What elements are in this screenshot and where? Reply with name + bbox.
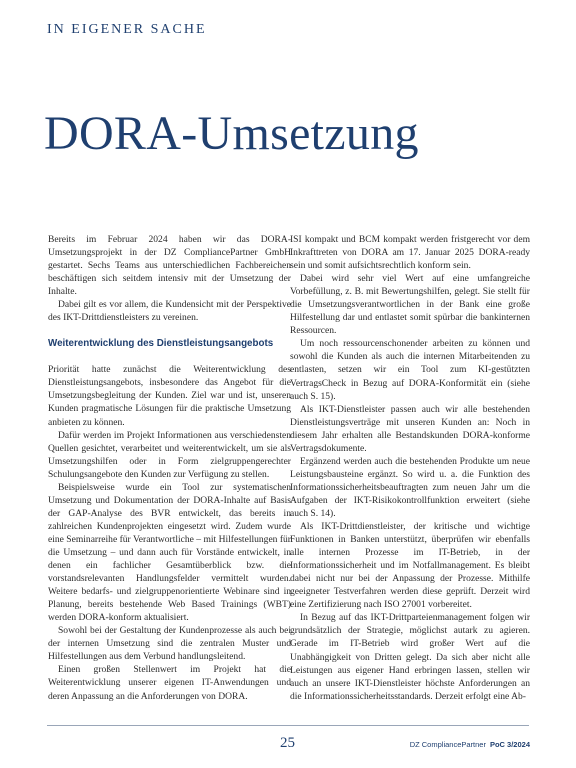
paragraph: Bereits im Februar 2024 haben wir das DORA-Umsetzungsprojekt in der DZ CompliancePartner GmbH gestartet. Sechs Teams aus unterschiedlichen Fachbereichen beschäftigen sich seitdem intensiv mit der Umsetzung der Inhalte. bbox=[48, 234, 291, 298]
paragraph: Als IKT-Dienstleister passen auch wir alle bestehenden Dienstleistungsverträge mit unseren Kunden an: Noch in diesem Jahr erhalten alle Bestandskunden DORA-konforme Vertragsdokumente. bbox=[290, 403, 530, 454]
paragraph: Priorität hatte zunächst die Weiterentwicklung des Dienstleistungsangebots, insbesondere das Angebot für die Umsetzungsbegleitung der Kunden. Ziel war und ist, unseren Kunden pragmatische Lösungen für die praktische Umsetzung anbieten zu können. bbox=[48, 364, 291, 428]
page-number: 25 bbox=[280, 735, 295, 751]
paragraph: Sowohl bei der Gestaltung der Kundenprozesse als auch bei der internen Umsetzung sind die zentralen Muster und Hilfestellungen aus dem Verbund handlungsleitend. bbox=[48, 625, 291, 663]
paragraph: Einen großen Stellenwert im Projekt hat die Weiterentwicklung unserer eigenen IT-Anwendungen und deren Anpassung an die Anforderungen von DORA. bbox=[48, 664, 291, 702]
left-column bbox=[48, 233, 291, 703]
publisher-name: DZ CompliancePartner bbox=[409, 740, 486, 749]
paragraph: Ergänzend werden auch die bestehenden Produkte um neue Leistungsbausteine ergänzt. So wird u. a. die Funktion des Informationssicherheitsbeauftragten zum neuen Jahr um die Aufgaben der IKT-Risikokontrollfunktion erweitert (siehe auch S. 14). bbox=[290, 455, 530, 519]
paragraph: In Bezug auf das IKT-Drittparteienmanagement folgen wir grundsätzlich der Strategie, möglichst autark zu agieren. Gerade im IT-Betrieb wird großer Wert auf die Unabhängigkeit von Dritten gelegt. Da sich aber nicht alle Leistungen aus eigener Hand erbringen lassen, stellen wir auch an unsere IKT-Dienstleister höchste Anforderungen an die Informationssicherheitsstandards. Derzeit erfolgt eine Ab- bbox=[290, 612, 530, 702]
publication-info bbox=[410, 740, 530, 749]
section-kicker: IN EIGENER SACHE bbox=[47, 22, 207, 37]
paragraph: Dabei wird sehr viel Wert auf eine umfangreiche Vorbefüllung, z. B. mit Bewertungshilfen, gelegt. Sie stellt für die Umsetzungsverantwortlichen in der Bank eine große Hilfestellung dar und entlastet somit spürbar die bankinternen Ressourcen. bbox=[290, 273, 530, 337]
paragraph: ISI kompakt und BCM kompakt werden fristgerecht vor dem Inkrafttreten von DORA am 17. Januar 2025 DORA-ready sein und somit aufsichtsrechtlich konform sein. bbox=[290, 234, 530, 272]
section-heading: Weiterentwicklung des Dienstleistungsangebots bbox=[48, 338, 274, 350]
paragraph: Um noch ressourcenschonender arbeiten zu können und sowohl die Kunden als auch die internen Mitarbeitenden zu entlasten, setzen wir ein Tool zum KI-gestützten VertragsCheck in Bezug auf DORA-Konformität ein (siehe auch S. 15). bbox=[290, 338, 530, 402]
paragraph: Dafür werden im Projekt Informationen aus verschiedensten Quellen gesichtet, verarbeitet und weiterentwickelt, um sie als Umsetzungshilfen oder in Form zielgruppengerechter Schulungsangebote den Kunden zur Verfügung zu stellen. bbox=[48, 429, 291, 480]
footer-divider bbox=[47, 725, 529, 726]
paragraph: Als IKT-Drittdienstleister, der kritische und wichtige Funktionen in Banken unterstützt, überprüfen wir ebenfalls alle internen Prozesse im IT-Betrieb, in der Informationssicherheit und im Notfallmanagement. Es bleibt dabei nicht nur bei der Anpassung der Prozesse. Mithilfe geeigneter Testverfahren werden diese geprüft. Derzeit wird eine Zertifizierung nach ISO 27001 vorbereitet. bbox=[290, 521, 530, 611]
paragraph: Dabei gilt es vor allem, die Kundensicht mit der Perspektive des IKT-Drittdienstleisters zu vereinen. bbox=[48, 299, 291, 324]
right-column bbox=[290, 233, 530, 703]
page-title: DORA-Umsetzung bbox=[44, 107, 419, 160]
paragraph: Beispielsweise wurde ein Tool zur systematischen Umsetzung und Dokumentation der DORA-Inhalte auf Basis der GAP-Analyse des BVR entwickelt, das bereits in zahlreichen Kundenprojekten eingesetzt wird. Zudem wurde eine Seminarreihe für Verantwortliche – mit Hilfestellungen für die Umsetzung – und dann auch für Vorstände entwickelt, in denen ein fachlicher Gesamtüberblick bzw. die vorstandsrelevanten Handlungsfelder vermittelt wurden. Weitere bedarfs- und zielgruppenorientierte Webinare sind in Planung, bereits bestehende Web Based Trainings (WBT) werden DORA-konform aktualisiert. bbox=[48, 481, 291, 624]
issue-label: PoC 3/2024 bbox=[489, 740, 530, 749]
